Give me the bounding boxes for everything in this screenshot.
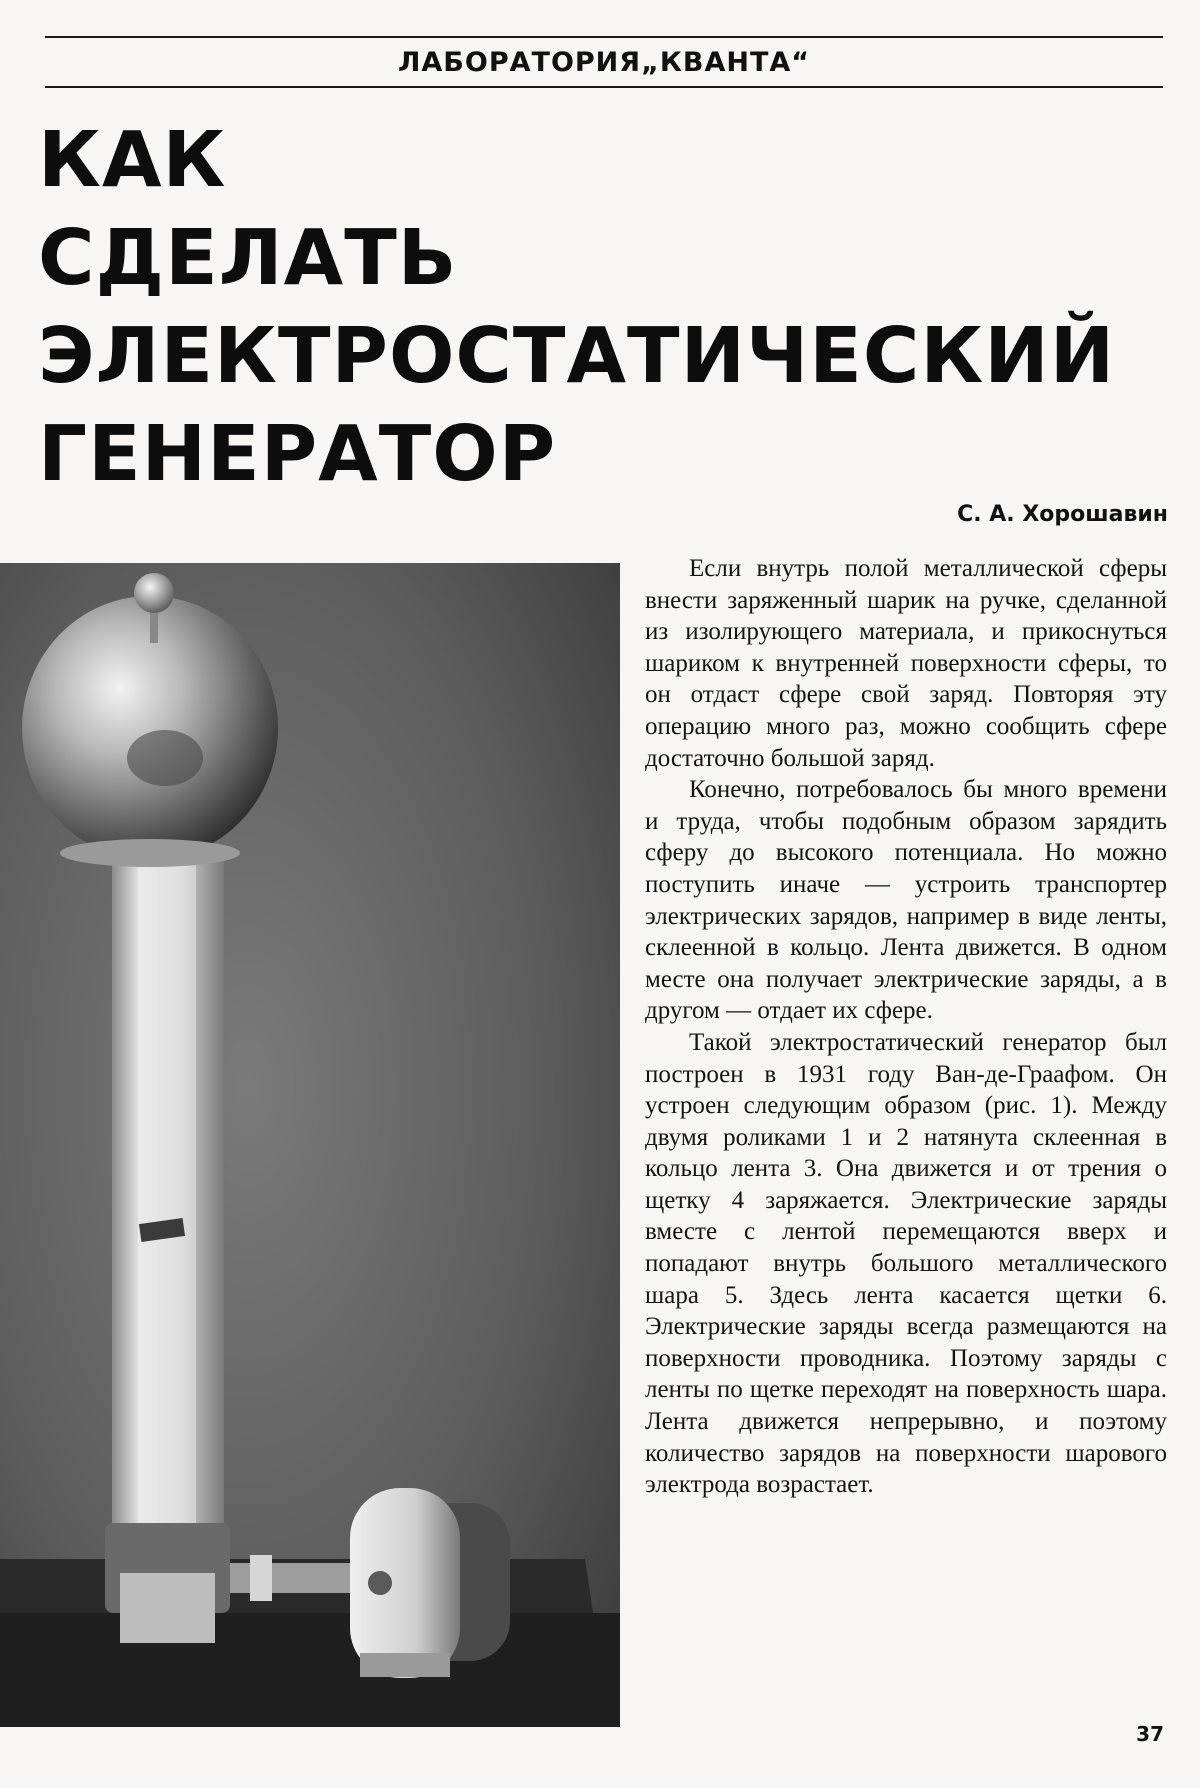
title-line: КАК	[38, 116, 227, 205]
article-paragraph: Конечно, потребовалось бы много времени и труда, чтобы подобным образом зарядить сферу до высокого потенциала. Но можно поступить иначе — устроить транспортер электрических зарядов, например в виде ленты, склеенной в кольцо. Лента движется. В одном месте она получает электрические заряды, а в другом — отдает их сфере.	[645, 776, 1167, 1025]
page-number: 37	[1136, 1722, 1164, 1746]
title-line: ЭЛЕКТРОСТАТИЧЕСКИЙ	[38, 312, 1116, 401]
title-line: СДЕЛАТЬ	[38, 214, 458, 303]
section-label: ЛАБОРАТОРИЯ„КВАНТА“	[397, 46, 811, 78]
article-body	[645, 553, 1167, 1501]
article-paragraph: Такой электростатический генератор был построен в 1931 году Ван-де-Граафом. Он устроен следующим образом (рис. 1). Между двумя роликами 1 и 2 натянута склеенная в кольцо лента 3. Она движется и от трения о щетку 4 заряжается. Электрические заряды вместе с лентой перемещаются вверх и попадают внутрь большого металлического шара 5. Здесь лента касается щетки 6. Электрические заряды всегда размещаются на поверхности проводника. Поэтому заряды с ленты по щетке переходят на поверхность шара. Лента движется непрерывно, и поэтому количество зарядов на поверхности шарового электрода возрастает.	[645, 1028, 1167, 1499]
article-paragraph: Если внутрь полой металлической сферы внести заряженный шарик на ручке, сделанной из изолирующего материала, и прикоснуться шариком к внутренней поверхности сферы, то он отдаст сфере свой заряд. Повторяя эту операцию много раз, можно сообщить сфере достаточно большой заряд.	[645, 555, 1167, 772]
article-title	[38, 112, 1168, 504]
generator-photo-illustration	[0, 563, 620, 1727]
author-name: С. А. Хорошавин	[957, 502, 1168, 527]
generator-photo	[0, 563, 620, 1727]
title-line: ГЕНЕРАТОР	[38, 410, 557, 499]
header-rule-bottom	[45, 86, 1163, 88]
